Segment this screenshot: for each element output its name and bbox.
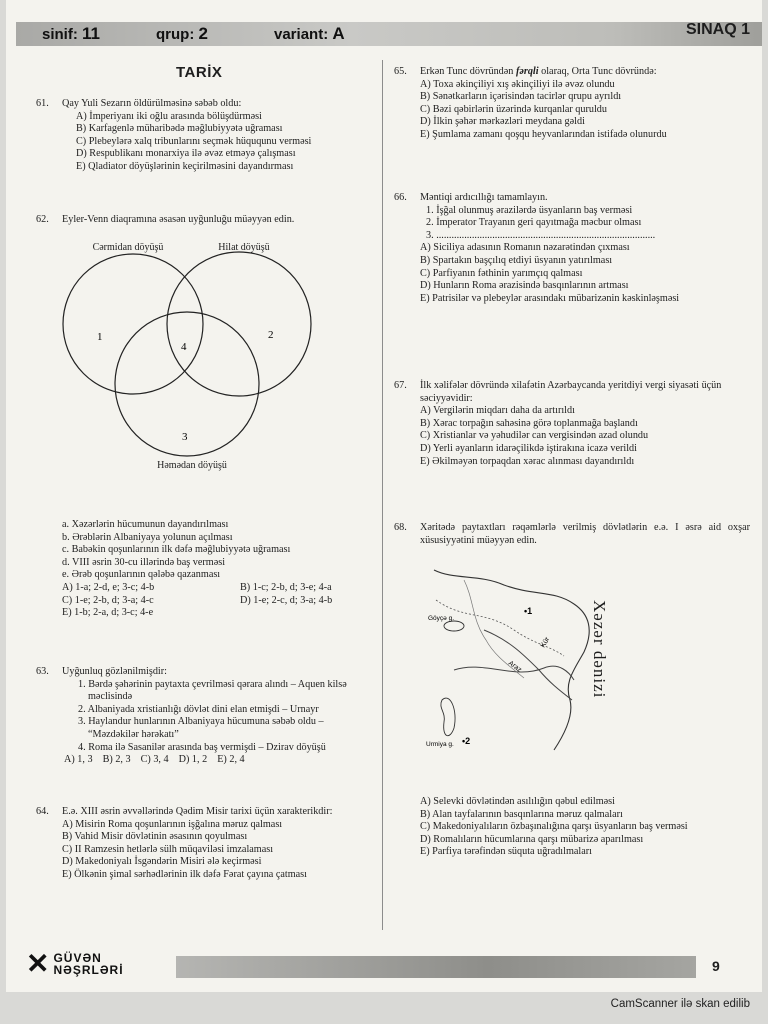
- question-stem: Uyğunluq gözlənilmişdir:: [62, 666, 167, 677]
- answer-option[interactable]: C) Xristianlar və yəhudilər can vergisindən azad olundu: [420, 430, 649, 442]
- venn-label-a: Cərmidan döyüşü: [92, 242, 164, 253]
- question-number: 65.: [394, 66, 407, 77]
- venn-label-c: Həmədan döyüşü: [157, 460, 227, 471]
- page-header: [16, 18, 762, 48]
- map-label-caspian-sea: Xəzər dənizi: [590, 600, 609, 699]
- publisher-logo: [26, 950, 124, 978]
- venn-label-b: Hilat döyüşü: [218, 242, 270, 253]
- question-68: [394, 522, 750, 547]
- stem-text: olaraq, Orta Tunc dövründə:: [538, 66, 657, 77]
- answer-option[interactable]: A) 1, 3: [64, 754, 93, 766]
- matching-item: b. Ərəblərin Albaniyaya yolunun açılması: [62, 531, 233, 543]
- answer-option[interactable]: B) Xərac torpağın sahəsinə görə toplanmağa başlandı: [420, 417, 638, 429]
- variant-value: A: [332, 24, 345, 43]
- question-number: 67.: [394, 380, 407, 391]
- subject-title: TARİX: [176, 64, 223, 81]
- venn-region-1: 1: [97, 331, 103, 343]
- answer-option[interactable]: A) 1-a; 2-d, e; 3-c; 4-b: [62, 581, 155, 593]
- question-stem: [420, 66, 750, 79]
- matching-item: a. Xəzərlərin hücumunun dayandırılması: [62, 519, 229, 530]
- venn-region-2: 2: [268, 329, 274, 341]
- matching-item: 4. Roma ilə Sasanilər arasında baş vermişdi – Dzirav döyüşü: [78, 741, 326, 753]
- column-divider: [382, 60, 383, 930]
- answer-option[interactable]: E) Parfiya tərəfindən süquta uğradılmaları: [420, 846, 592, 858]
- class-label: sinif:: [42, 26, 78, 43]
- map-label-kur: Kür: [539, 636, 552, 649]
- answer-option[interactable]: E) Şumlama zamanı qoşqu heyvanlarından istifadə olunurdu: [420, 128, 667, 140]
- logo-line-1: GÜVƏN: [53, 951, 102, 965]
- answer-option[interactable]: B) 2, 3: [102, 754, 131, 766]
- answer-option[interactable]: D) Respublikanı monarxiya ilə əvəz etməyə çalışması: [76, 148, 296, 160]
- venn-circle-b: [167, 252, 311, 396]
- question-68-options: [420, 796, 750, 859]
- answer-option[interactable]: E) Qladiator döyüşlərinin keçirilməsini dayandırması: [76, 160, 294, 172]
- exam-page: [6, 0, 762, 992]
- map-lake-urmiya: [441, 698, 455, 736]
- stem-text: Erkən Tunc dövründən: [420, 66, 516, 77]
- answer-option[interactable]: E) Əkilməyən torpaqdan xərac alınması dayandırıldı: [420, 455, 635, 467]
- answer-option[interactable]: D) Hunların Roma ərazisində basqınlarının artması: [420, 280, 629, 292]
- class-value: 11: [82, 24, 100, 43]
- answer-option[interactable]: A) Toxa əkinçiliyi xış əkinçiliyi ilə əvəz olundu: [420, 78, 615, 90]
- question-number: 66.: [394, 192, 407, 203]
- question-65: [394, 66, 750, 142]
- answer-option[interactable]: C) II Ramzesin hetlərlə sülh müqaviləsi imzalaması: [62, 843, 274, 855]
- venn-region-4: 4: [181, 341, 187, 353]
- map-label-goycha: Göyçə g.: [428, 615, 455, 622]
- matching-item: 3. Haylandur hunlarının Albaniyaya hücumuna səbəb oldu – “Məzdəkilər hərəkatı”: [78, 716, 324, 740]
- group-field: [156, 24, 208, 44]
- question-number: 62.: [36, 214, 49, 225]
- sequence-item: 1. İşğal olunmuş ərazilərdə üsyanların baş verməsi: [426, 204, 633, 216]
- header-bar: [16, 22, 762, 46]
- question-67: [394, 380, 750, 468]
- map-label-urmiya: Urmiya g.: [426, 741, 454, 748]
- question-61: [36, 98, 372, 174]
- variant-label: variant:: [274, 26, 329, 43]
- matching-item: c. Babəkin qoşunlarının ilk dəfə məğlubiyyətə uğraması: [62, 544, 291, 556]
- answer-option[interactable]: C) 1-e; 2-b, d; 3-a; 4-c: [62, 594, 154, 606]
- answer-option[interactable]: B) Spartakın başçılıq etdiyi üsyanın yatırılması: [420, 254, 613, 266]
- question-62: [36, 214, 372, 227]
- answer-option[interactable]: C) Plebeylərə xalq tribunlarını seçmək hüququnu verməsi: [76, 135, 312, 147]
- question-number: 68.: [394, 522, 407, 533]
- question-number: 61.: [36, 98, 49, 109]
- answer-option[interactable]: C) 3, 4: [140, 754, 169, 766]
- answer-option[interactable]: D) 1-e; 2-c, d; 3-a; 4-b: [240, 594, 333, 606]
- question-number: 64.: [36, 806, 49, 817]
- answer-option[interactable]: E) 1-b; 2-a, d; 3-c; 4-e: [62, 607, 154, 619]
- footer-bar: [176, 956, 696, 978]
- answer-option[interactable]: D) İlkin şəhər mərkəzləri meydana gəldi: [420, 116, 585, 128]
- page-number: 9: [712, 958, 720, 974]
- question-66: [394, 192, 750, 305]
- answer-option[interactable]: A) Vergilərin miqdarı daha da artırıldı: [420, 405, 575, 417]
- map-lake-goycha: [444, 621, 464, 631]
- venn-region-3: 3: [182, 431, 188, 443]
- answer-option[interactable]: D) 1, 2: [178, 754, 208, 766]
- answer-option[interactable]: E) 2, 4: [217, 754, 245, 766]
- question-stem: Məntiqi ardıcıllığı tamamlayın.: [420, 192, 548, 203]
- question-stem: İlk xəlifələr dövründə xilafətin Azərbaycanda yeritdiyi vergi siyasəti üçün səciyyəvidir:: [420, 380, 722, 404]
- answer-option[interactable]: B) Vahid Misir dövlətinin əsasının qoyulması: [62, 831, 248, 843]
- venn-circle-a: [63, 254, 203, 394]
- matching-item: d. VIII əsrin 30-cu illərində baş verməsi: [62, 556, 226, 568]
- answer-option[interactable]: B) Alan tayfalarının basqınlarına məruz qalmaları: [420, 808, 623, 820]
- venn-diagram: [61, 236, 331, 466]
- answer-option[interactable]: A) Selevki dövlətindən asılılığın qəbul edilməsi: [420, 796, 615, 807]
- question-stem: Xəritədə paytaxtları rəqəmlərlə verilmiş dövlətlərin e.ə. I əsrə aid oxşar xüsusiyyətini müəyyən edin.: [420, 522, 750, 546]
- historical-map: [424, 560, 614, 770]
- answer-option[interactable]: B) Sənətkarların içərisindən tacirlər qrupu ayrıldı: [420, 91, 622, 103]
- map-marker-1: •1: [524, 606, 533, 616]
- group-label: qrup:: [156, 26, 195, 43]
- question-stem: Eyler-Venn diaqramına əsasən uyğunluğu müəyyən edin.: [62, 214, 295, 225]
- sequence-blank: 3. ......................................................................................: [426, 229, 656, 241]
- logo-x-icon: ✕: [26, 948, 50, 979]
- answer-option[interactable]: A) İmperiyanı iki oğlu arasında bölüşdürməsi: [76, 110, 262, 122]
- logo-text: [53, 952, 123, 976]
- map-marker-2: •2: [462, 736, 471, 746]
- logo-line-2: NƏŞRLƏRİ: [53, 963, 124, 977]
- answer-option[interactable]: C) Makedoniyalıların özbaşınalığına qarşı üsyanların baş verməsi: [420, 821, 688, 833]
- question-62-items: [62, 519, 372, 620]
- sequence-item: 2. İmperator Trayanın geri qayıtmağa məcbur olması: [426, 217, 642, 229]
- exam-title: SINAQ 1: [685, 21, 750, 38]
- answer-option[interactable]: A) Siciliya adasının Romanın nəzarətindən çıxması: [420, 242, 630, 254]
- map-river-kur: [484, 630, 572, 700]
- answer-option[interactable]: C) Parfiyanın fəthinin yarımçıq qalması: [420, 267, 583, 279]
- question-63: [36, 666, 372, 767]
- answer-option[interactable]: D) Makedoniyalı İsgəndərin Misiri ələ keçirməsi: [62, 856, 262, 868]
- question-stem: Qay Yuli Sezarın öldürülməsinə səbəb oldu:: [62, 98, 242, 109]
- matching-item: 2. Albaniyada xristianlığı dövlət dini elan etmişdi – Urnayr: [78, 703, 319, 715]
- question-64: [36, 806, 374, 882]
- answer-option[interactable]: D) Yerli əyanların idarəçilikdə iştirakına icazə verildi: [420, 442, 637, 454]
- stem-emphasis: fərqli: [515, 66, 539, 77]
- question-number: 63.: [36, 666, 49, 677]
- answer-option[interactable]: D) Romalıların hücumlarına qarşı mübarizə aparılması: [420, 833, 644, 845]
- answer-option[interactable]: A) Misirin Roma qoşunlarının işğalına məruz qalması: [62, 818, 283, 830]
- answer-option[interactable]: C) Bəzi qəbirlərin üzərində kurqanlar quruldu: [420, 103, 607, 115]
- group-value: 2: [198, 24, 208, 43]
- answer-option[interactable]: E) Ölkənin şimal sərhədlərinin ilk dəfə Fərat çayına çatması: [62, 868, 307, 880]
- question-stem: E.ə. XIII əsrin əvvəllərində Qədim Misir tarixi üçün xarakterikdir:: [62, 806, 333, 817]
- matching-item: e. Ərəb qoşunlarının qələbə qazanması: [62, 569, 221, 581]
- scanner-watermark: CamScanner ilə skan edilib: [610, 998, 750, 1010]
- answer-option[interactable]: B) Karfagenlə müharibədə məğlubiyyətə uğraması: [76, 123, 283, 135]
- answer-option[interactable]: E) Patrisilər və plebeylər arasındakı mübarizənin kəskinləşməsi: [420, 292, 680, 304]
- class-field: [42, 24, 100, 44]
- matching-item: 1. Bərdə şəhərinin paytaxta çevrilməsi qərara alındı – Aquen kilsə məclisində: [78, 678, 347, 703]
- answer-option[interactable]: B) 1-c; 2-b, d; 3-e; 4-a: [240, 581, 332, 593]
- variant-field: [274, 24, 345, 44]
- map-label-araz: Araz: [506, 659, 523, 674]
